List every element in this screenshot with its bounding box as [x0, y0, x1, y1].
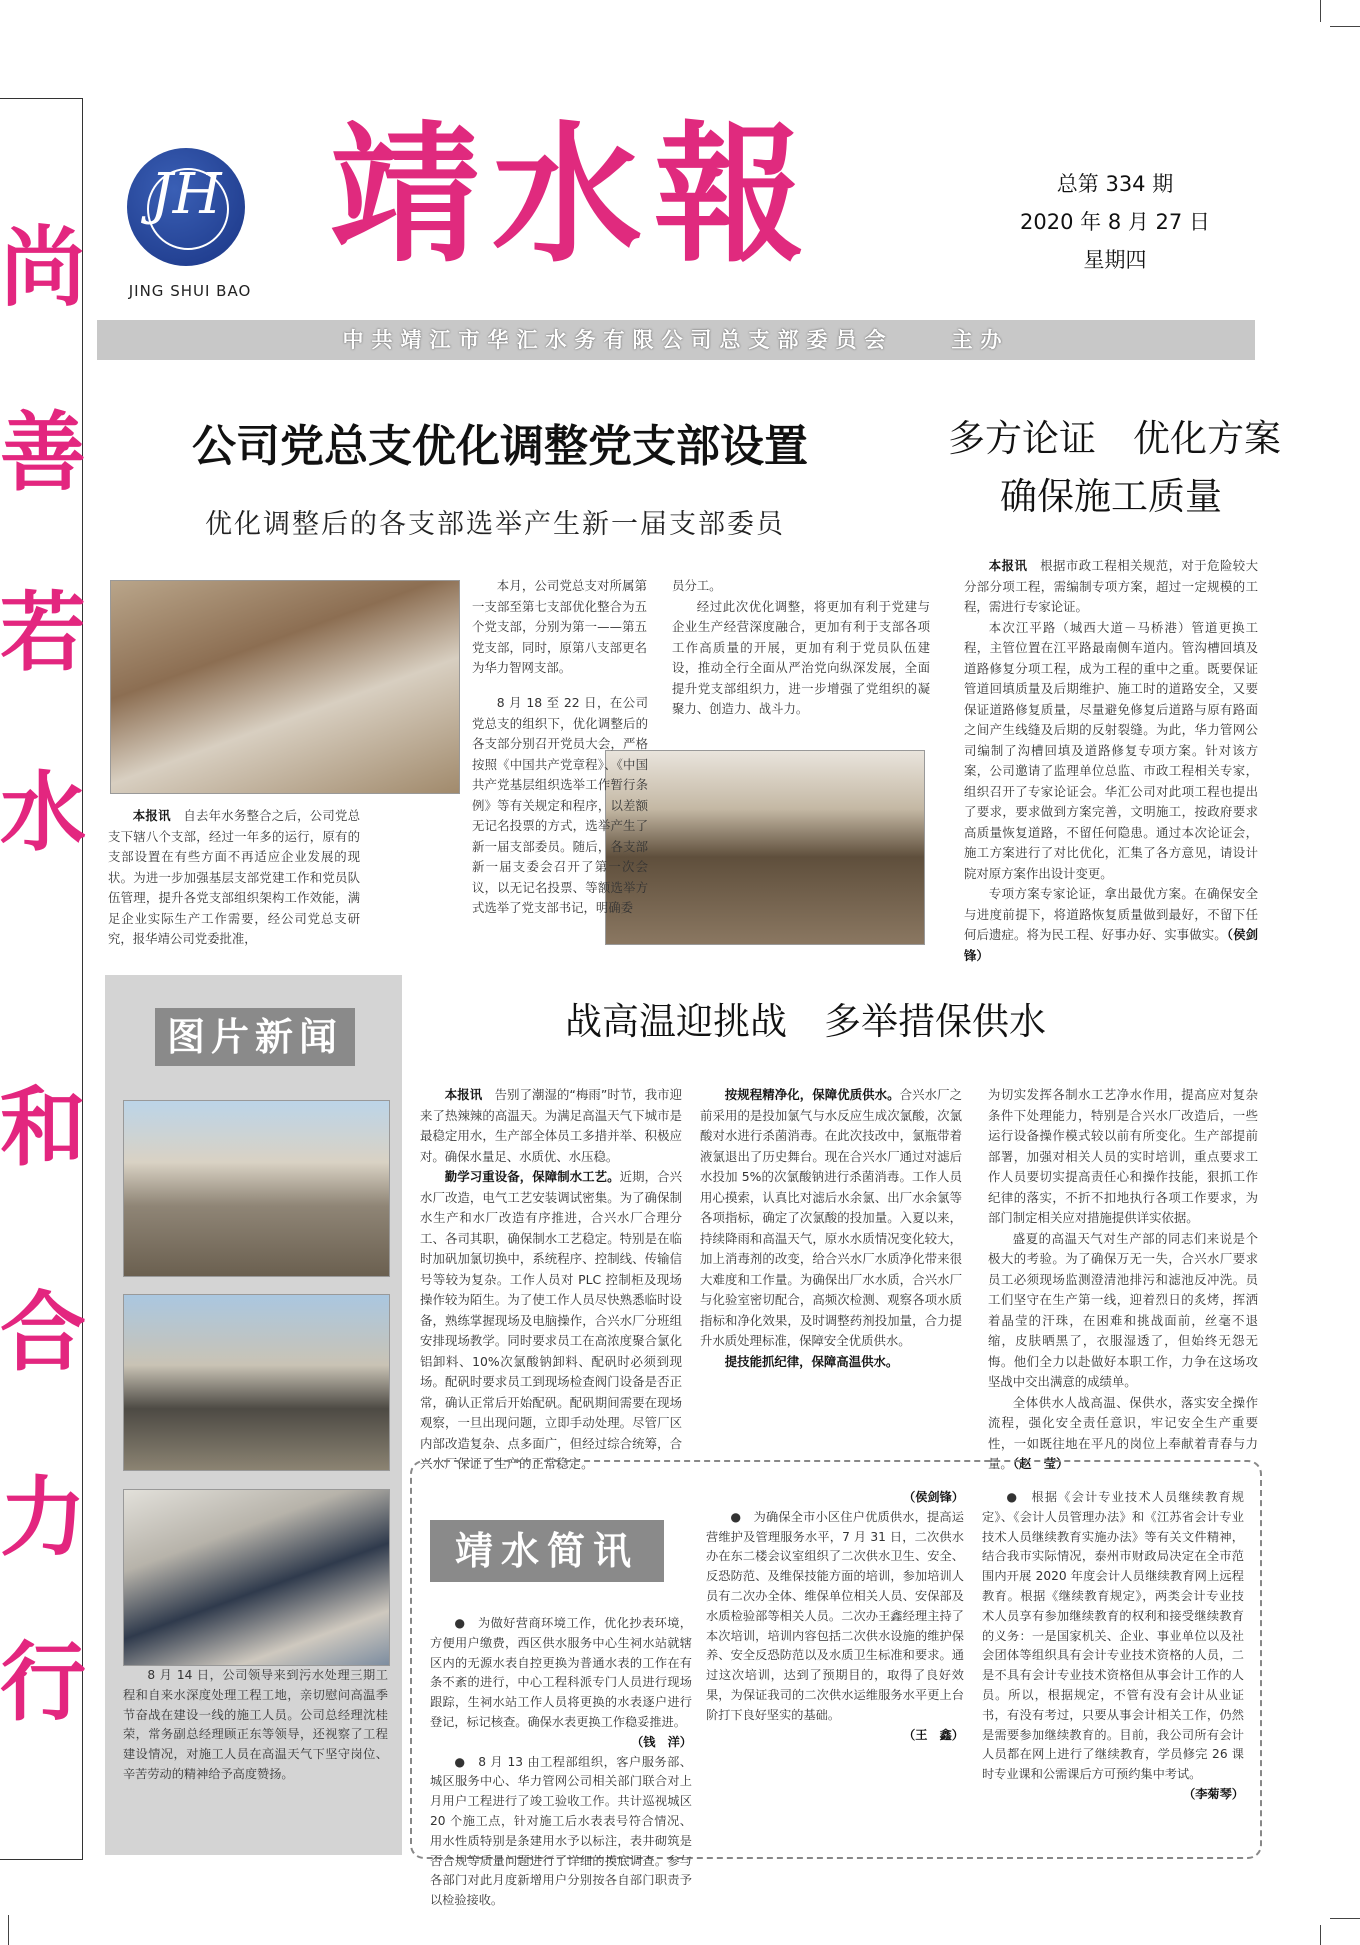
crop-mark [1330, 1918, 1360, 1919]
article1-para4: 员分工。 [672, 578, 722, 593]
logo-letters: JH [150, 162, 222, 227]
briefs-col1 [430, 1614, 692, 1911]
article2-title-line1: 多方论证 优化方案 [948, 417, 1281, 460]
publisher-banner [97, 320, 1255, 360]
brief-byline-1: （钱 洋） [631, 1734, 692, 1749]
article3-col1 [420, 1085, 682, 1475]
side-slogan-char: 善 [0, 402, 86, 503]
brief-item-1: ● 为做好营商环境工作，优化抄表环境，方便用户缴费，西区供水服务中心生祠水站就辖区内的无源水表自控更换为普通水表的工作在有条不紊的进行，中心工程科派专门人员进行现场跟踪，生祠水站工作人员将更换的水表逐户进行登记，标记核查。确保水表更换工作稳妥推进。 [430, 1616, 692, 1729]
picnews-caption-text: 8 月 14 日，公司领导来到污水处理三期工程和自来水深度处理工程工地，亲切慰问高温季节奋战在建设一线的施工人员。公司总经理沈桂荣，常务副总经理顾正东等领导，还视察了工程建设情况，对施工人员在高温天气下坚守岗位、辛苦劳动的精神给予高度赞扬。 [123, 1668, 388, 1781]
article3-para3: 合兴水厂之前采用的是投加氯气与水反应生成次氯酸，次氯酸对水进行杀菌消毒。在此次技改中，氯瓶带着液氯退出了历史舞台。现在合兴水厂通过对滤后水投加 5%的次氯酸钠进行杀菌消毒。工作人员用心摸索，认真比对滤后水余氯、出厂水余氯等各项指标，确定了次氯酸的投加量。入夏以来，持续降雨和高温天气，原水水质情况变化较大，加上消毒剂的改变，给合兴水厂水质净化带来很大难度和工作量。为确保出厂水水质，合兴水厂与化验室密切配合，高频次检测、观察各项水质指标和净化效果，及时调整药剂投加量，合力提升水质处理标准，保障安全优质供水。 [700, 1087, 963, 1348]
brief-item-3: ● 为确保全市小区住户优质供水，提高运营维护及管理服务水平，7 月 31 日，二次供水办在东二楼会议室组织了二次供水卫生、安全、反恐防范、及维保技能方面的培训，参加培训人员有二次办全体、维保单位相关人员、安保部及水质检验部等相关人员。二次办王鑫经理主持了本次培训，培训内容包括二次供水设施的维护保养、安全反恐防范以及水质卫生标准和要求。通过这次培训，达到了预期目的，取得了良好效果，为保证我司的二次供水运维服务水平更上台阶打下良好坚实的基础。 [706, 1509, 964, 1722]
side-slogan-frame [0, 98, 86, 1860]
article3-para6: 全体供水人战高温、保供水，落实安全操作流程，强化安全责任意识，牢记安全生产重要性，一如既往地在平凡的岗位上奉献着青春与力量。 [988, 1394, 1258, 1471]
side-slogan-char: 和 [0, 1077, 86, 1178]
side-slogan-char: 水 [0, 762, 86, 863]
article3-heading3: 按规程精净化，保障优质供水。 [724, 1087, 900, 1102]
issue-number: 总第 334 期 [1056, 172, 1174, 196]
article3-para2: 近期，合兴水厂改造，电气工艺安装调试密集。为了确保制水生产和水厂改造有序推进，合兴水厂合理分工、各司其职，确保制水工艺稳定。特别是在临时加矾加氯切换中，系统程序、控制线、传输信号等较为复杂。工作人员对 PLC 控制柜及现场操作较为陌生。为了使工作人员尽快熟悉临时设备，熟练掌握现场及电脑操作，合兴水厂分班组安排现场教学。同时要求员工在高浓度聚合氯化铝卸料、10%次氯酸钠卸料、配矾时必须到现场。配矾时要求员工到现场检查阀门设备是否正常，确认正常后开始配矾。配矾期间需要在现场观察，一旦出现问题，立即手动处理。尽管厂区内部改造复杂、点多面广，但经过综合统筹，合兴水厂保证了生产的正常稳定。 [420, 1169, 683, 1471]
article3-title: 战高温迎挑战 多举措保供水 [565, 1000, 1046, 1043]
lead-tag: 本报讯 [988, 558, 1028, 573]
picnews-photo-visit [123, 1294, 390, 1471]
side-slogan-char: 力 [0, 1467, 86, 1568]
masthead-title: 靖水報 [330, 107, 817, 283]
brief-byline-2: （侯剑锋） [903, 1490, 964, 1504]
side-slogan-char: 合 [0, 1282, 86, 1383]
picnews-caption [123, 1666, 388, 1785]
lead-tag: 本报讯 [132, 808, 171, 823]
publisher-text: 中共靖江市华汇水务有限公司总支部委员会 主办 [342, 328, 1010, 352]
article3-heading2: 勤学习重设备，保障制水工艺。 [444, 1169, 620, 1184]
logo [127, 148, 245, 266]
crop-mark [1330, 26, 1360, 27]
issue-weekday: 星期四 [1083, 248, 1147, 272]
lead-tag: 本报讯 [444, 1087, 483, 1102]
crop-mark [1320, 1925, 1321, 1945]
article1-col2a [472, 576, 647, 679]
picnews-photo-site [123, 1100, 390, 1277]
article1-col3 [672, 576, 930, 720]
article1-photo-conference [605, 750, 925, 945]
article3-para4: 为切实发挥各制水工艺净水作用，提高应对复杂条件下处理能力，特别是合兴水厂改造后，一些运行设备操作模式较以前有所变化。生产部提前部署，加强对相关人员的实时培训，重点要求工作人员要切实提高责任心和操作技能，狠抓工作纪律的落实，不折不扣地执行各项工作要求，为部门制定相关应对措施提供详实依据。 [988, 1087, 1258, 1225]
side-slogan-char: 尚 [0, 217, 86, 318]
article1-para1: 自去年水务整合之后，公司党总支下辖八个支部，经过一年多的运行，原有的支部设置在有些方面不再适应企业发展的现状。为进一步加强基层支部党建工作和党员队伍管理，提升各党支部组织架构工作效能，满足企业实际生产工作需要，经公司党总支研究，报华靖公司党委批准， [108, 808, 361, 946]
article3-para1: 告别了潮湿的“梅雨”时节，我市迎来了热辣辣的高温天。为满足高温天气下城市是最稳定用水，生产部全体员工多措并举、积极应对。确保水量足、水质优、水压稳。 [420, 1087, 683, 1164]
article3-col2 [700, 1085, 962, 1372]
brief-byline-4: （李菊琴） [1183, 1786, 1244, 1801]
article2-para3: 专项方案专家论证，拿出最优方案。在确保安全与进度前提下，将道路恢复质量做到最好，不留下任何后遗症。将为民工程、好事办好、实事做实。 [964, 886, 1258, 942]
side-slogan-char: 行 [0, 1632, 86, 1733]
briefs-col3 [982, 1488, 1244, 1805]
article3-byline: （赵 莹） [1012, 1456, 1069, 1471]
picnews-photo-indoor [123, 1489, 390, 1666]
brief-byline-3: （王 鑫） [903, 1727, 964, 1742]
article2-body [964, 556, 1258, 966]
article3-heading4: 提技能抓纪律，保障高温供水。 [724, 1353, 899, 1369]
article2-para2: 本次江平路（城西大道－马桥港）管道更换工程，主管位置在江平路最南侧车道内。管沟槽回填及道路修复分项工程，成为工程的重中之重。既要保证管道回填质量及后期维护、施工时的道路安全，又要保证道路修复质量，尽量避免修复后道路与原有路面之间产生线缝及后期的反射裂缝。为此，华力管网公司编制了沟槽回填及道路修复专项方案。针对该方案，公司邀请了监理单位总监、市政工程相关专家，组织召开了专家论证会。华汇公司对此项工程也提出了要求，要求做到方案完善，文明施工，按政府要求高质量恢复道路，不留任何隐患。通过本次论证会，施工方案进行了对比优化，汇集了各方意见，请设计院对原方案作出设计变更。 [964, 619, 1258, 881]
issue-info [1010, 165, 1220, 279]
article2-title-line2: 确保施工质量 [1000, 475, 1222, 518]
crop-mark [8, 1915, 9, 1945]
article3-para5: 盛夏的高温天气对生产部的同志们来说是个极大的考验。为了确保万无一失，合兴水厂要求员工必须现场监测澄清池排污和滤池反冲洗。员工们坚守在生产第一线，迎着烈日的炙烤，挥洒着晶莹的汗珠，在困难和挑战面前，丝毫不退缩，皮肤晒黑了，衣服湿透了，但始终无怨无悔。他们全力以赴做好本职工作，力争在这场攻坚战中交出满意的成绩单。 [988, 1230, 1258, 1389]
article2-para1: 根据市政工程相关规范，对于危险较大分部分项工程，需编制专项方案，超过一定规模的工程，需进行专家论证。 [964, 558, 1259, 614]
article1-para3: 8 月 18 至 22 日，在公司党总支的组织下，优化调整后的各支部分别召开党员大会，严格按照《中国共产党章程》、《中国共产党基层组织选举工作暂行条例》等有关规定和程序，以差额无记名投票的方式，选举产生了新一届支部委员。随后，各支部新一届支委会召开了第一次会议，以无记名投票、等额选举方式选举了党支部书记，明确委 [472, 695, 648, 915]
article3-col3 [988, 1085, 1258, 1475]
side-slogan-char: 若 [0, 582, 86, 683]
brief-item-4: ● 根据《会计专业技术人员继续教育规定》、《会计人员管理办法》和《江苏省会计专业技术人员继续教育实施办法》等有关文件精神，结合我市实际情况，泰州市财政局决定在全市范围内开展 2020 年度会计人员继续教育网上远程教育。根据《继续教育规定》，两类会计专业技术人员享有参加继续教育的权利和接受继续教育的义务：一是国家机关、企业、事业单位以及社会团体等组织具有会计专业技术资格的人员，二是不具有会计专业技术资格但从事会计工作的人员。所以，根据规定，不管有没有会计从业证书，有没有考过，只要从事会计相关工作，仍然是需要参加继续教育的。目前，我公司所有会计人员都在网上进行了继续教育，学员修完 26 课时专业课和公需课后方可预约集中考试。 [982, 1490, 1244, 1782]
brief-item-2: ● 8 月 13 由工程部组织，客户服务部、城区服务中心、华力管网公司相关部门联合对上月用户工程进行了竣工验收工作。共计巡视城区 20 个施工点，针对施工后水表表号符合情况、用水性质特别是条建用水予以标注，表井砌筑是否合规等质量问题进行了详细的摸底调查。参与各部门对此月度新增用户分别按各自部门职责予以检验接收。 [430, 1754, 692, 1908]
logo-subtitle: JING SHUI BAO [128, 282, 252, 300]
article1-title: 公司党总支优化调整党支部设置 [192, 421, 808, 472]
crop-mark [1320, 0, 1321, 22]
article1-subtitle: 优化调整后的各支部选举产生新一届支部委员 [205, 509, 785, 540]
article1-photo-meeting [110, 580, 460, 794]
article1-para5: 经过此次优化调整，将更加有利于党建与企业生产经营深度融合，更加有利于支部各项工作高质量的开展，更加有利于党员队伍建设，推动全行全面从严治党向纵深发展，全面提升党支部组织力，进一步增强了党组织的凝聚力、创造力、战斗力。 [672, 598, 930, 716]
picture-news-tag: 图片新闻 [155, 1008, 355, 1066]
briefs-tag: 靖水简讯 [430, 1520, 664, 1582]
article1-col2 [472, 693, 648, 919]
briefs-col2 [706, 1488, 964, 1745]
issue-date: 2020 年 8 月 27 日 [1020, 210, 1210, 234]
article1-para2: 本月，公司党总支对所属第一支部至第七支部优化整合为五个党支部，分别为第一——第五党支部，同时，原第八支部更名为华力智网支部。 [472, 578, 647, 675]
article2-byline: （侯剑锋） [964, 927, 1258, 963]
article1-col1 [108, 806, 360, 950]
